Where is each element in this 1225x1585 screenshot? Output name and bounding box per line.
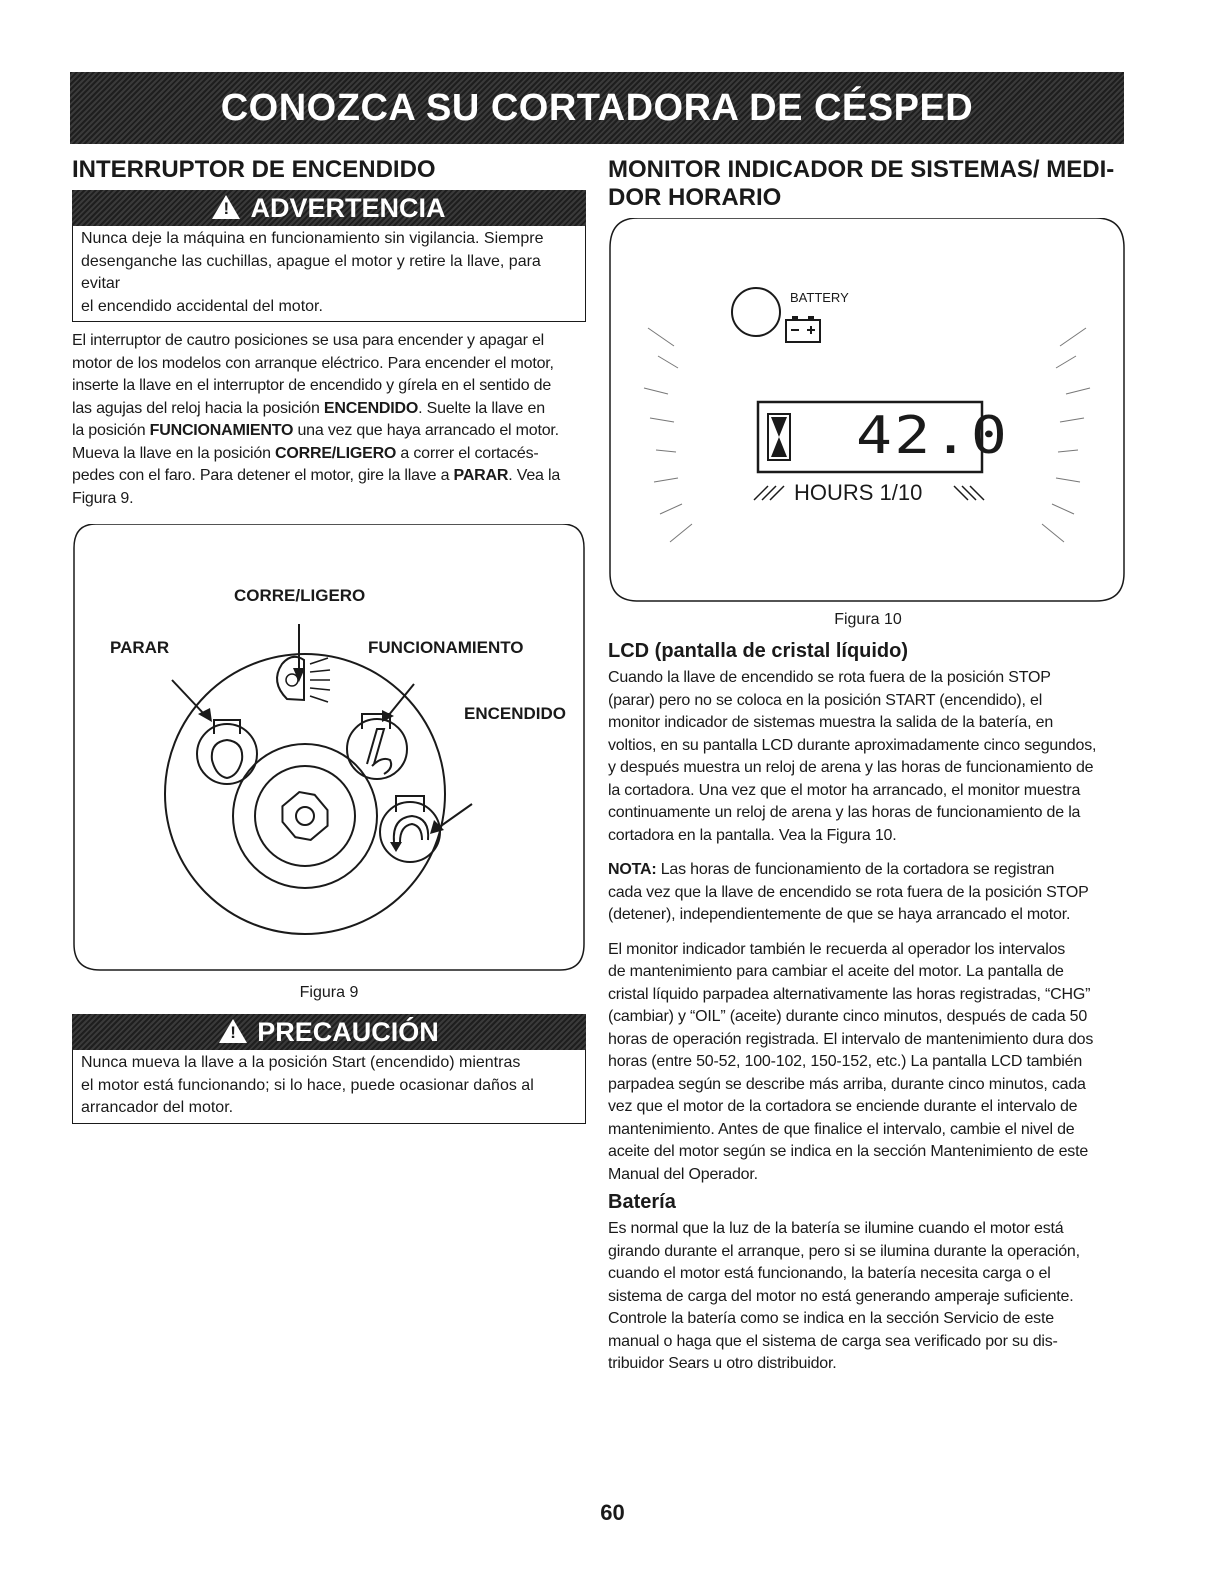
warning-text (72, 226, 586, 322)
caution-header (72, 1014, 586, 1050)
para-line: Controle la batería como se indica en la sección Servicio de este (608, 1310, 1054, 1327)
para-line: horas de operación registrada. El intervalo de mantenimiento dura dos (608, 1030, 1094, 1048)
warning-header (72, 190, 586, 226)
battery-label: BATTERY (790, 290, 849, 305)
run-position-icon (347, 714, 407, 779)
para-line: (parar) pero no se coloca en la posición START (encendido), el (608, 691, 1043, 709)
hours-label: HOURS 1/10 (794, 480, 923, 505)
para-line: parpadea según se describe más arriba, durante cinco minutos, cada (608, 1075, 1086, 1093)
battery-paragraph (608, 1218, 1128, 1376)
ignition-paragraph (72, 330, 586, 510)
warning-line: Nunca deje la máquina en funcionamiento sin vigilancia. Siempre (81, 230, 544, 247)
page-banner (70, 72, 1124, 144)
para-line: horas (entre 50-52, 100-102, 150-152, etc.) La pantalla LCD también (608, 1053, 1083, 1070)
note-paragraph (608, 859, 1128, 927)
label-funcionamiento: FUNCIONAMIENTO (368, 638, 524, 657)
caution-triangle-icon (219, 1019, 247, 1043)
caution-line: Nunca mueva la llave a la posición Start (encendido) mientras (81, 1054, 521, 1071)
para-line: El monitor indicador también le recuerda al operador los intervalos (608, 940, 1066, 958)
para-line: las agujas del reloj hacia la posición ENCENDIDO. Suelte la llave en (72, 399, 545, 417)
para-line: Figura 9. (72, 489, 134, 507)
caution-title: PRECAUCIÓN (257, 1016, 439, 1047)
warning-triangle-icon (212, 195, 240, 219)
para-line: cuando el motor está funcionando, la batería necesita carga o el (608, 1265, 1051, 1282)
figure-10-caption: Figura 10 (834, 611, 902, 628)
right-column (608, 150, 1128, 1376)
monitor-heading-line: DOR HORARIO (608, 184, 782, 211)
para-line: (cambiar) y “OIL” (aceite) durante cinco minutos, después de cada 50 (608, 1008, 1088, 1025)
para-line: de mantenimiento para cambiar el aceite del motor. La pantalla de (608, 963, 1064, 980)
para-line: cada vez que la llave de encendido se rota fuera de la posición STOP (608, 883, 1089, 901)
caution-line: el motor está funcionando; si lo hace, puede ocasionar daños al (81, 1076, 534, 1094)
para-line: Cuando la llave de encendido se rota fuera de la posición STOP (608, 669, 1051, 686)
para-line: manual o haga que el sistema de carga sea verificado por su dis- (608, 1332, 1058, 1350)
key-cylinder-inner (255, 766, 355, 866)
warning-line: el encendido accidental del motor. (81, 297, 323, 315)
page-number: 60 (600, 1500, 625, 1525)
para-line: la posición FUNCIONAMIENTO una vez que haya arrancado el motor. (72, 422, 559, 439)
para-line: Manual del Operador. (608, 1165, 758, 1183)
key-slot-icon (275, 786, 335, 847)
para-line: NOTA: Las horas de funcionamiento de la cortadora se registran (608, 861, 1055, 878)
para-line: motor de los modelos con arranque eléctrico. Para encender el motor, (72, 354, 554, 372)
para-line: Mueva la llave en la posición CORRE/LIGERO a correr el cortacés- (72, 444, 539, 462)
headlight-icon (277, 657, 330, 702)
maintenance-paragraph (608, 939, 1128, 1187)
battery-icon (786, 316, 820, 342)
para-line: inserte la llave en el interruptor de encendido y gírela en el sentido de (72, 377, 552, 394)
start-position-icon (380, 796, 440, 862)
para-line: cortadora en la pantalla. Vea la Figura 10. (608, 826, 897, 844)
battery-light (732, 288, 780, 336)
lcd-value: 42.0 (856, 406, 1010, 466)
left-column (72, 150, 586, 1124)
para-line: cristal líquido parpadea alternativamente las horas registradas, “CHG” (608, 985, 1091, 1003)
figure-9-caption: Figura 9 (299, 984, 359, 1001)
para-line: mantenimiento. Antes de que finalice el intervalo, cambie el nivel de (608, 1120, 1075, 1138)
lcd-heading: LCD (pantalla de cristal líquido) (608, 640, 909, 662)
para-line: monitor indicador de sistemas muestra la salida de la batería, en (608, 714, 1054, 731)
warning-line: desenganche las cuchillas, apague el motor y retire la llave, para evitar (81, 252, 541, 292)
caution-line: arrancador del motor. (81, 1099, 234, 1116)
monitor-heading (608, 156, 1128, 212)
monitor-heading-line: MONITOR INDICADOR DE SISTEMAS/ MEDI- (608, 156, 1115, 183)
para-line: sistema de carga del motor no está generando amperaje suficiente. (608, 1287, 1074, 1305)
para-line: y después muestra un reloj de arena y las horas de funcionamiento de (608, 759, 1094, 776)
para-line: voltios, en su pantalla LCD durante aproximadamente cinco segundos, (608, 736, 1097, 754)
warning-box (72, 190, 586, 322)
label-encendido: ENCENDIDO (464, 704, 567, 723)
para-line: tribuidor Sears u otro distribuidor. (608, 1355, 837, 1372)
para-line: El interruptor de cautro posiciones se usa para encender y apagar el (72, 332, 545, 349)
label-parar: PARAR (110, 638, 170, 657)
para-line: Es normal que la luz de la batería se ilumine cuando el motor está (608, 1220, 1064, 1237)
lcd-paragraph (608, 667, 1128, 847)
figure-9 (72, 524, 586, 974)
figure-10 (608, 218, 1126, 603)
label-corre-ligero: CORRE/LIGERO (234, 586, 366, 605)
key-slot-center (296, 807, 314, 825)
para-line: la cortadora. Una vez que el motor ha arrancado, el monitor muestra (608, 781, 1081, 799)
battery-heading: Batería (608, 1191, 676, 1213)
stop-position-icon (197, 720, 257, 784)
ignition-switch-heading: INTERRUPTOR DE ENCENDIDO (72, 156, 436, 183)
para-line: continuamente un reloj de arena y las horas de funcionamiento de la (608, 804, 1081, 821)
para-line: vez que el motor de la cortadora se enciende durante el intervalo de (608, 1098, 1078, 1115)
para-line: pedes con el faro. Para detener el motor, gire la llave a PARAR. Vea la (72, 467, 561, 484)
para-line: girando durante el arranque, pero si se ilumina durante la operación, (608, 1242, 1080, 1260)
warning-title: ADVERTENCIA (250, 192, 446, 223)
banner-title: CONOZCA SU CORTADORA DE CÉSPED (220, 86, 974, 129)
para-line: aceite del motor según se indica en la sección Mantenimiento de este (608, 1143, 1089, 1160)
para-line: (detener), independientemente de que se haya arrancado el motor. (608, 906, 1071, 923)
caution-text (72, 1050, 586, 1124)
caution-box (72, 1014, 586, 1124)
hourglass-icon (768, 414, 790, 460)
